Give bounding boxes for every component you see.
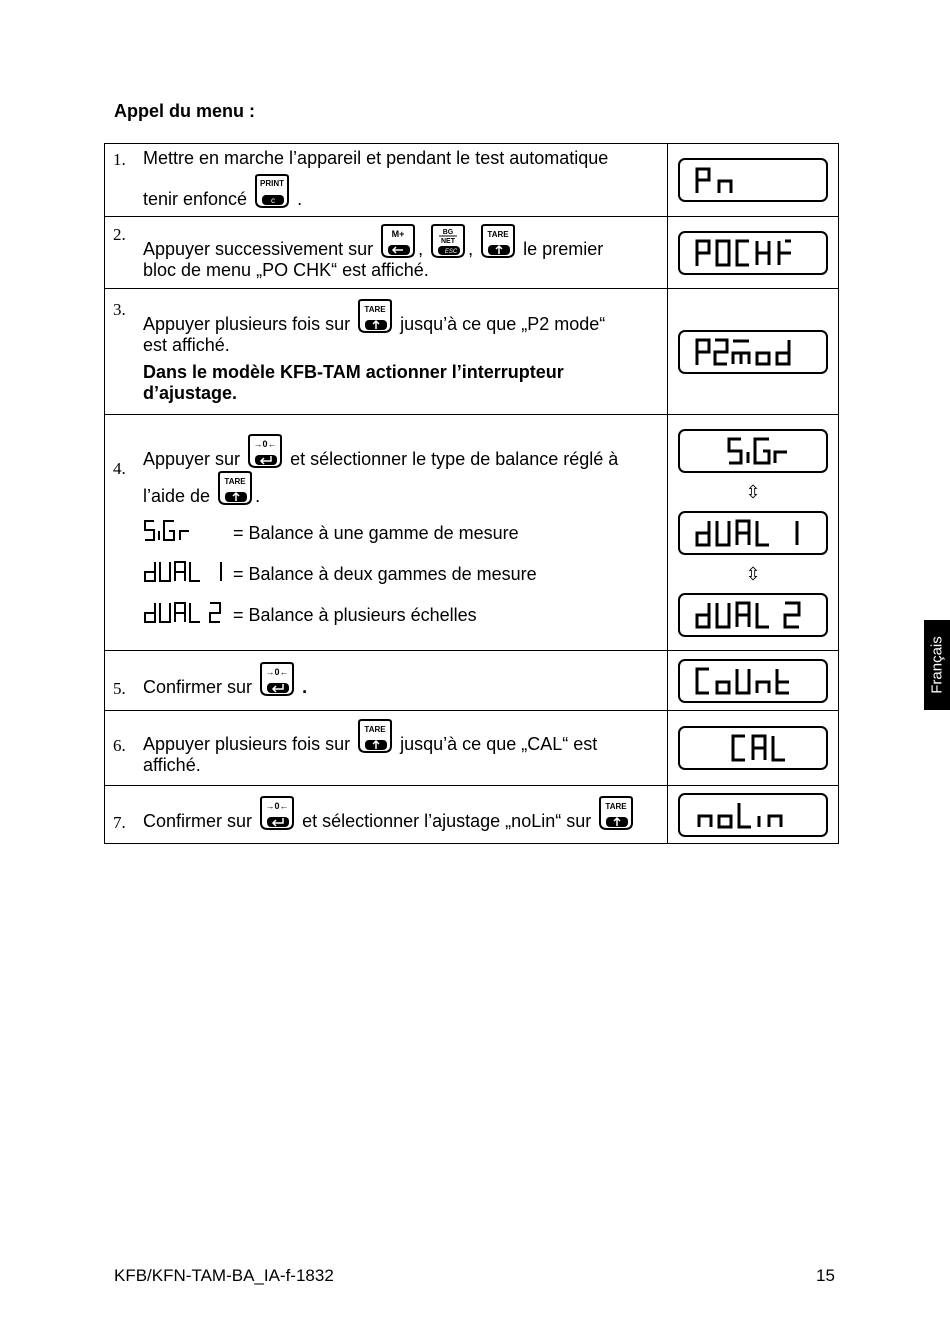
step-text: l’aide de: [143, 486, 211, 506]
display-pochk: [678, 231, 828, 275]
page-number: 15: [816, 1266, 835, 1285]
step-number: 1.: [113, 150, 126, 169]
step-note: d’ajustage.: [143, 382, 238, 403]
step-number: 4.: [113, 459, 126, 478]
step-text: le premier: [523, 238, 604, 259]
zero-key-icon: [258, 661, 296, 697]
language-tab: Français: [924, 620, 950, 710]
tare-key-icon: [356, 718, 394, 754]
step-text: et sélectionner l’ajustage „noLin“ sur: [302, 810, 592, 831]
key-label: PRINT: [260, 179, 285, 188]
segment-dual2-icon: [143, 601, 233, 630]
step-number: 5.: [113, 678, 126, 698]
step-text: Appuyer successivement sur: [143, 238, 374, 259]
legend-item: [143, 601, 659, 630]
svg-text:BG: BG: [442, 228, 454, 236]
footer-doc-id: KFB/KFN-TAM-BA_IA-f-1832: [114, 1266, 334, 1285]
display-nolin: [678, 793, 828, 837]
display-count: [678, 659, 828, 703]
step-text: bloc de menu „PO CHK“ est affiché.: [143, 259, 429, 280]
toggle-arrow-icon: ⇳: [745, 563, 761, 584]
zero-key-icon: [258, 795, 296, 831]
step-text: est affiché.: [143, 334, 230, 355]
display-dual2: [678, 593, 828, 637]
step-text: Appuyer sur: [143, 449, 241, 469]
legend-item: [143, 560, 659, 589]
step-text: Appuyer plusieurs fois sur: [143, 313, 351, 334]
svg-text:M+: M+: [391, 228, 405, 239]
tare-key-icon: [356, 298, 394, 334]
zero-key-icon: [246, 433, 284, 469]
menu-steps-table: [104, 143, 839, 844]
step-number: 7.: [113, 812, 126, 832]
svg-text:NET: NET: [441, 237, 456, 245]
step-text: tenir enfoncé: [143, 189, 248, 209]
step-text: Mettre en marche l’appareil et pendant le test automatique: [143, 148, 609, 168]
svg-text:→0←: →0←: [253, 439, 277, 449]
display-cal: [678, 726, 828, 770]
table-row: [105, 786, 839, 844]
svg-text:c: c: [271, 196, 276, 205]
display-sigr: [678, 429, 828, 473]
step-text: Confirmer sur: [143, 810, 253, 831]
mplus-key-icon: [379, 223, 417, 259]
print-key-icon: [253, 173, 291, 209]
svg-text:→0←: →0←: [265, 666, 289, 677]
tare-key-icon: [597, 795, 635, 831]
svg-text:TARE: TARE: [605, 801, 627, 811]
step-number: 3.: [113, 299, 126, 319]
step-text: et sélectionner le type de balance réglé à: [290, 449, 619, 469]
toggle-arrow-icon: ⇳: [745, 481, 761, 502]
legend-item: [143, 519, 659, 548]
table-row: [105, 651, 839, 711]
step-text: .: [297, 189, 303, 209]
segment-sigr-icon: [143, 519, 233, 548]
legend-text: = Balance à plusieurs échelles: [233, 605, 477, 625]
bg-net-key-icon: [429, 223, 467, 259]
step-text: Appuyer plusieurs fois sur: [143, 734, 351, 754]
step-text: affiché.: [143, 755, 201, 775]
table-row: 4. Appuyer sur →0← et sélectionner le type de balance réglé à l’aide de TARE . = Balance à une gamme de mesure = Balance à deux gammes de mesure = Balance à plusieurs échelles ⇳ ⇳: [105, 415, 839, 651]
segment-dual1-icon: [143, 560, 233, 589]
display-pn: [678, 158, 828, 202]
tare-key-icon: [479, 223, 517, 259]
legend-text: = Balance à deux gammes de mesure: [233, 564, 537, 584]
display-p2mode: [678, 330, 828, 374]
table-row: 2. Appuyer successivement sur M+ , BG NET ESC , TARE le premier bloc de menu „PO CHK“ est affiché.: [105, 217, 839, 289]
step-number: 2.: [113, 224, 126, 244]
step-text: jusqu’à ce que „CAL“ est: [400, 734, 598, 754]
step-text: jusqu’à ce que „P2 mode“: [400, 313, 606, 334]
svg-text:TARE: TARE: [224, 477, 246, 486]
svg-text:→0←: →0←: [265, 800, 289, 811]
step-text: Confirmer sur: [143, 676, 253, 697]
step-number: 6.: [113, 736, 126, 755]
step-note: Dans le modèle KFB-TAM actionner l’interrupteur: [143, 361, 564, 382]
svg-text:TARE: TARE: [487, 229, 509, 239]
svg-text:TARE: TARE: [364, 725, 386, 734]
table-row: [105, 289, 839, 415]
section-heading: Appel du menu :: [114, 101, 255, 121]
legend-text: = Balance à une gamme de mesure: [233, 523, 519, 543]
svg-text:TARE: TARE: [364, 304, 386, 314]
table-row: [105, 144, 839, 217]
tare-key-icon: [216, 470, 254, 506]
svg-text:ESC: ESC: [444, 248, 458, 255]
step-text: .: [302, 676, 308, 697]
table-row: [105, 711, 839, 786]
display-dual1: [678, 511, 828, 555]
